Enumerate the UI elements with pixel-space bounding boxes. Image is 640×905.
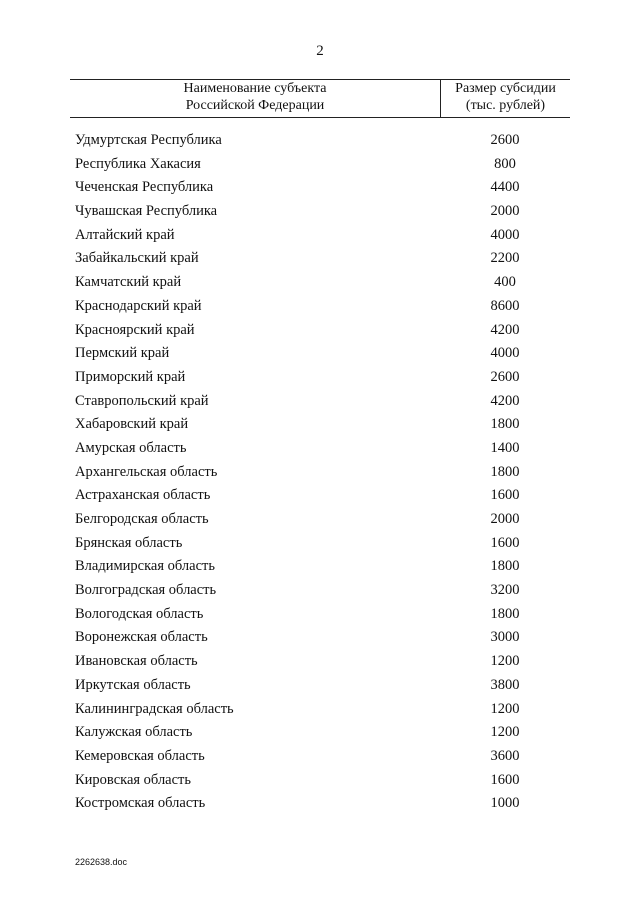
subsidy-amount: 400	[494, 274, 516, 291]
subsidy-amount: 3600	[490, 747, 520, 764]
table-row	[0, 603, 640, 627]
table-row	[0, 674, 640, 698]
table-row	[0, 437, 640, 461]
region-name: Камчатский край	[75, 274, 182, 291]
table-row	[0, 508, 640, 532]
column-header-region-line-2: Российской Федерации	[185, 98, 325, 113]
subsidy-amount: 4200	[490, 321, 520, 338]
subsidy-amount: 1200	[490, 724, 520, 741]
region-name: Воронежская область	[75, 629, 208, 646]
region-name: Ивановская область	[75, 653, 198, 670]
region-name: Амурская область	[75, 439, 187, 456]
region-name: Чувашская Республика	[75, 203, 218, 220]
table-row	[0, 342, 640, 366]
region-name: Красноярский край	[75, 321, 195, 338]
region-name: Брянская область	[75, 534, 183, 551]
region-name: Краснодарский край	[75, 297, 202, 314]
page-number: 2	[316, 43, 324, 59]
subsidy-amount: 1600	[490, 487, 520, 504]
table-row	[0, 224, 640, 248]
subsidy-amount: 2600	[490, 368, 520, 385]
table-row	[0, 532, 640, 556]
subsidy-amount: 2600	[490, 132, 520, 148]
table-row	[0, 769, 640, 793]
table-row	[0, 579, 640, 603]
table-row	[0, 413, 640, 437]
column-header-amount-line-2: (тыс. рублей)	[465, 98, 546, 113]
subsidy-amount: 2000	[490, 203, 520, 220]
subsidy-amount: 3800	[490, 676, 520, 693]
region-name: Иркутская область	[75, 676, 191, 693]
table-row	[0, 792, 640, 816]
table-row	[0, 153, 640, 177]
table-row	[0, 176, 640, 200]
region-name: Калининградская область	[75, 700, 234, 717]
subsidy-amount: 1600	[490, 534, 520, 551]
column-header-region-line-1: Наименование субъекта	[183, 81, 327, 96]
subsidy-amount: 8600	[490, 297, 520, 314]
column-header-amount	[441, 80, 570, 116]
subsidy-amount: 4000	[490, 226, 520, 243]
region-name: Калужская область	[75, 724, 193, 741]
column-header-amount-line-1: Размер субсидии	[455, 81, 556, 96]
region-name: Архангельская область	[75, 463, 218, 480]
table-row	[0, 390, 640, 414]
region-name: Волгоградская область	[75, 582, 217, 599]
table-row	[0, 295, 640, 319]
table-row	[0, 721, 640, 745]
table-row	[0, 484, 640, 508]
table-header-bottom-rule	[70, 117, 570, 118]
subsidy-table-body	[0, 129, 640, 816]
subsidy-amount: 2000	[490, 511, 520, 527]
table-row	[0, 698, 640, 722]
table-row	[0, 650, 640, 674]
subsidy-amount: 2200	[490, 250, 520, 267]
table-row	[0, 271, 640, 295]
subsidy-amount: 1600	[490, 771, 520, 788]
region-name: Кемеровская область	[75, 747, 205, 764]
region-name: Удмуртская Республика	[75, 132, 222, 148]
region-name: Приморский край	[75, 368, 186, 385]
region-name: Забайкальский край	[75, 250, 199, 267]
subsidy-amount: 1800	[490, 558, 520, 575]
region-name: Пермский край	[75, 345, 170, 362]
region-name: Владимирская область	[75, 558, 215, 575]
region-name: Кировская область	[75, 771, 192, 788]
table-row	[0, 129, 640, 153]
subsidy-amount: 4400	[490, 179, 520, 196]
region-name: Чеченская Республика	[75, 179, 214, 196]
subsidy-amount: 1800	[490, 416, 520, 433]
subsidy-amount: 1000	[490, 795, 520, 812]
table-row	[0, 366, 640, 390]
region-name: Ставропольский край	[75, 392, 209, 409]
region-name: Алтайский край	[75, 226, 175, 243]
subsidy-amount: 800	[494, 155, 516, 172]
region-name: Республика Хакасия	[75, 155, 201, 172]
table-row	[0, 200, 640, 224]
subsidy-amount: 4000	[490, 345, 520, 362]
table-row	[0, 745, 640, 769]
table-row	[0, 555, 640, 579]
region-name: Белгородская область	[75, 511, 209, 527]
region-name: Хабаровский край	[75, 416, 189, 433]
subsidy-amount: 4200	[490, 392, 520, 409]
document-file-id: 2262638.doc	[75, 857, 128, 867]
subsidy-amount: 1200	[490, 653, 520, 670]
subsidy-amount: 1400	[490, 439, 520, 456]
subsidy-amount: 1800	[490, 605, 520, 622]
table-row	[0, 461, 640, 485]
subsidy-amount: 3000	[490, 629, 520, 646]
region-name: Костромская область	[75, 795, 206, 812]
table-row	[0, 626, 640, 650]
table-row	[0, 247, 640, 271]
subsidy-amount: 1800	[490, 463, 520, 480]
region-name: Вологодская область	[75, 605, 204, 622]
region-name: Астраханская область	[75, 487, 211, 504]
column-header-region	[70, 80, 440, 116]
table-row	[0, 319, 640, 343]
subsidy-amount: 3200	[490, 582, 520, 599]
subsidy-amount: 1200	[490, 700, 520, 717]
